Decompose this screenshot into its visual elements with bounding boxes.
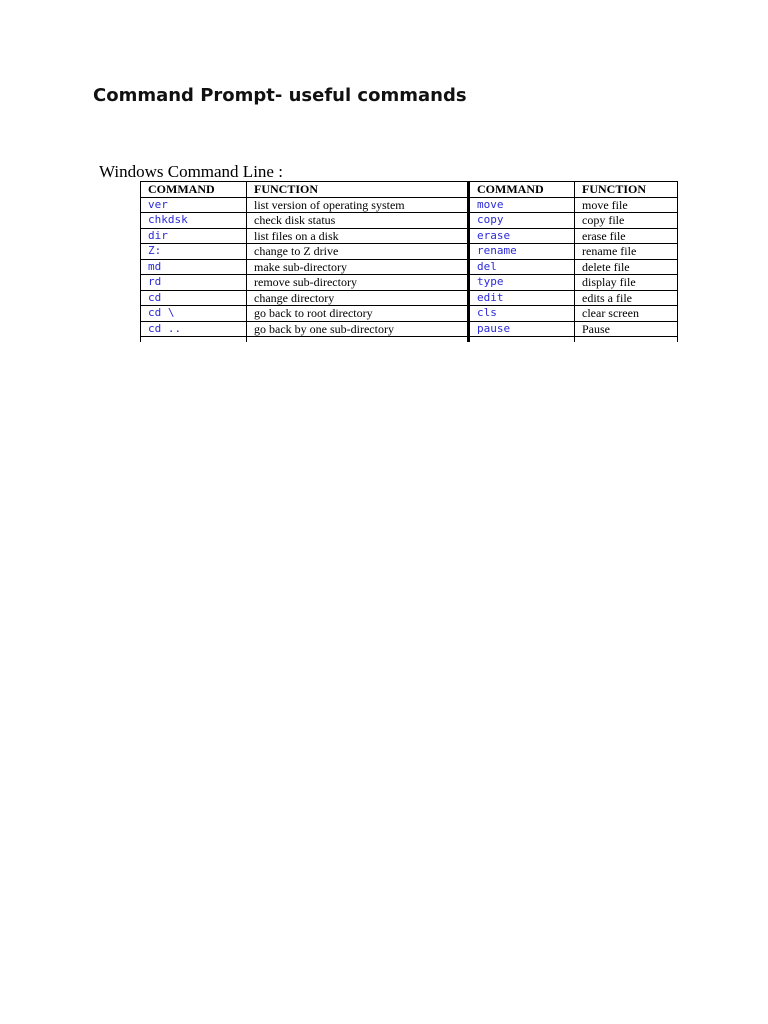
command-cell: md bbox=[141, 259, 247, 275]
function-cell: check disk status bbox=[247, 213, 469, 229]
empty-cell bbox=[575, 337, 678, 343]
command-cell: cls bbox=[469, 306, 575, 322]
function-cell: list version of operating system bbox=[247, 197, 469, 213]
command-cell: chkdsk bbox=[141, 213, 247, 229]
function-cell: clear screen bbox=[575, 306, 678, 322]
function-cell: delete file bbox=[575, 259, 678, 275]
function-cell: display file bbox=[575, 275, 678, 291]
function-cell: remove sub-directory bbox=[247, 275, 469, 291]
table-row-empty bbox=[141, 337, 678, 343]
function-cell: list files on a disk bbox=[247, 228, 469, 244]
table-row bbox=[141, 228, 678, 244]
command-cell: move bbox=[469, 197, 575, 213]
command-cell: dir bbox=[141, 228, 247, 244]
page-title: Command Prompt- useful commands bbox=[93, 85, 467, 106]
command-cell: erase bbox=[469, 228, 575, 244]
command-cell: cd \ bbox=[141, 306, 247, 322]
command-cell: rename bbox=[469, 244, 575, 260]
empty-cell bbox=[247, 337, 469, 343]
empty-cell bbox=[141, 337, 247, 343]
function-cell: erase file bbox=[575, 228, 678, 244]
function-cell: edits a file bbox=[575, 290, 678, 306]
column-header-command: COMMAND bbox=[469, 182, 575, 198]
function-cell: Pause bbox=[575, 321, 678, 337]
command-cell: copy bbox=[469, 213, 575, 229]
commands-table bbox=[140, 181, 678, 342]
figure-caption: Windows Command Line : bbox=[99, 162, 283, 181]
command-cell: del bbox=[469, 259, 575, 275]
command-cell: pause bbox=[469, 321, 575, 337]
table-row bbox=[141, 306, 678, 322]
column-header-command: COMMAND bbox=[141, 182, 247, 198]
function-cell: rename file bbox=[575, 244, 678, 260]
function-cell: make sub-directory bbox=[247, 259, 469, 275]
command-cell: ver bbox=[141, 197, 247, 213]
table-row bbox=[141, 290, 678, 306]
table-row bbox=[141, 275, 678, 291]
function-cell: move file bbox=[575, 197, 678, 213]
table-row bbox=[141, 197, 678, 213]
function-cell: copy file bbox=[575, 213, 678, 229]
function-cell: go back by one sub-directory bbox=[247, 321, 469, 337]
empty-cell bbox=[469, 337, 575, 343]
function-cell: change directory bbox=[247, 290, 469, 306]
function-cell: go back to root directory bbox=[247, 306, 469, 322]
command-cell: Z: bbox=[141, 244, 247, 260]
command-cell: edit bbox=[469, 290, 575, 306]
function-cell: change to Z drive bbox=[247, 244, 469, 260]
table-row bbox=[141, 213, 678, 229]
table-row bbox=[141, 259, 678, 275]
command-cell: type bbox=[469, 275, 575, 291]
table-row bbox=[141, 321, 678, 337]
command-cell: cd .. bbox=[141, 321, 247, 337]
column-header-function: FUNCTION bbox=[575, 182, 678, 198]
command-cell: rd bbox=[141, 275, 247, 291]
table-row bbox=[141, 244, 678, 260]
command-cell: cd bbox=[141, 290, 247, 306]
column-header-function: FUNCTION bbox=[247, 182, 469, 198]
table-header-row bbox=[141, 182, 678, 198]
